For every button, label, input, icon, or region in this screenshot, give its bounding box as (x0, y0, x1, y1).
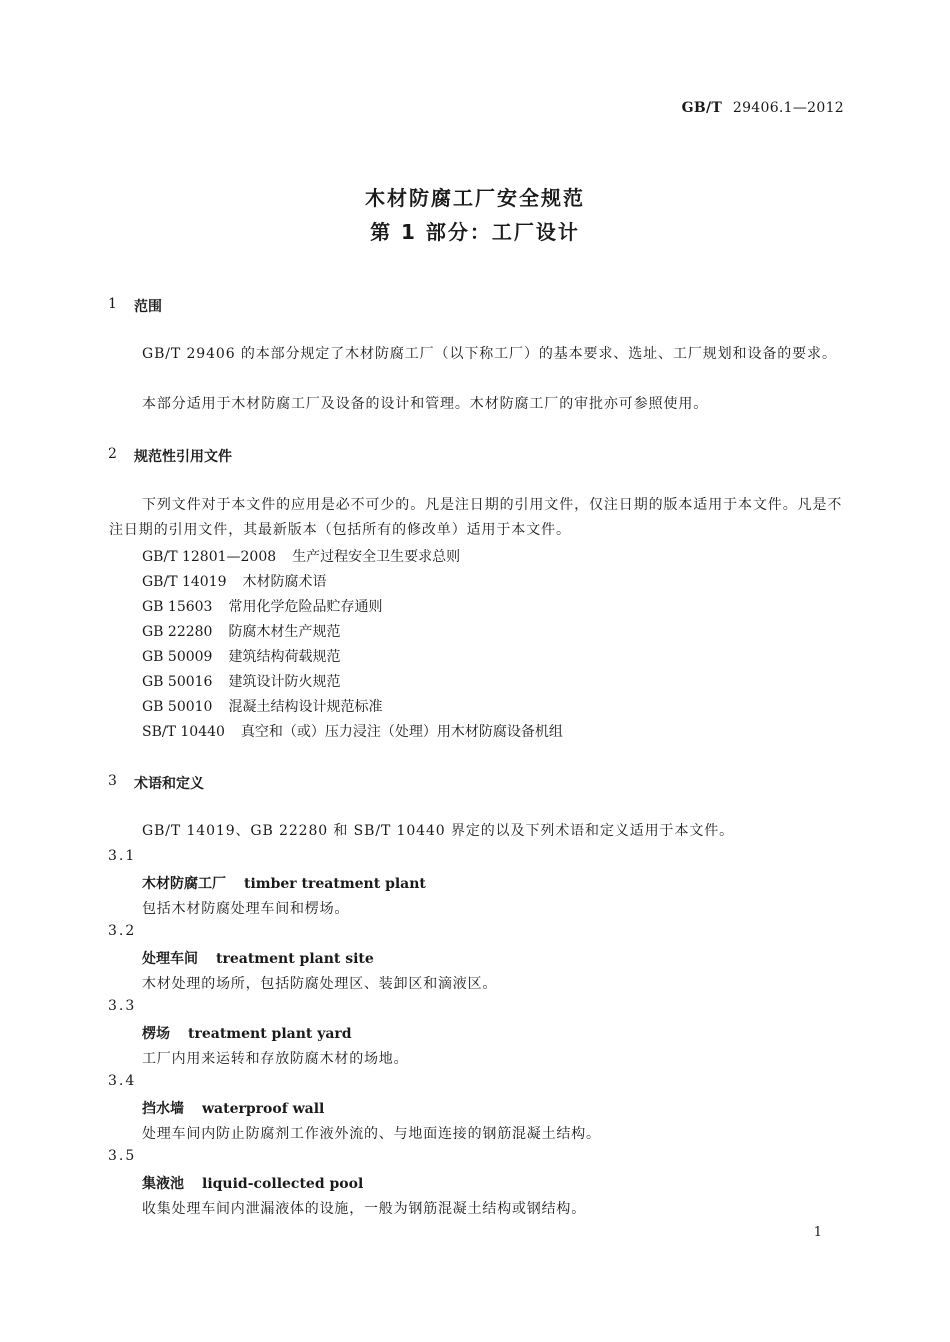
reference-item (142, 696, 382, 716)
section-2-number: 2 (108, 446, 117, 462)
term-heading (142, 1098, 324, 1118)
reference-title: 生产过程安全卫生要求总则 (292, 549, 461, 565)
reference-item (142, 721, 563, 741)
term-number: 3.3 (108, 998, 137, 1014)
section-1-heading: 范围 (134, 299, 162, 315)
term-heading (142, 1023, 352, 1043)
section-2-intro: 下列文件对于本文件的应用是必不可少的。凡是注日期的引用文件，仅注日期的版本适用于本文件。凡是不注日期的引用文件，其最新版本（包括所有的修改单）适用于本文件。 (109, 497, 843, 538)
term-number: 3.4 (108, 1073, 137, 1089)
term-definition: 木材处理的场所，包括防腐处理区、装卸区和滴液区。 (142, 976, 498, 992)
reference-item (142, 621, 340, 641)
reference-title: 真空和（或）压力浸注（处理）用木材防腐设备机组 (240, 724, 563, 740)
reference-title: 建筑结构荷载规范 (228, 649, 341, 665)
term-chinese: 楞场 (142, 1026, 170, 1042)
section-3-heading: 术语和定义 (134, 776, 204, 792)
term-chinese: 处理车间 (142, 951, 198, 967)
term-number: 3.1 (108, 848, 137, 864)
term-english: treatment plant yard (188, 1026, 352, 1042)
term-heading (142, 948, 374, 968)
term-definition: 工厂内用来运转和存放防腐木材的场地。 (142, 1051, 409, 1067)
term-chinese: 挡水墙 (142, 1101, 184, 1117)
document-title-line1: 木材防腐工厂安全规范 (365, 186, 585, 210)
reference-code: GB 22280 (142, 624, 213, 640)
section-2-heading: 规范性引用文件 (134, 449, 232, 465)
reference-code: GB/T 14019 (142, 574, 227, 590)
document-title-line2: 第 1 部分：工厂设计 (370, 220, 580, 244)
term-english: waterproof wall (202, 1101, 325, 1117)
term-chinese: 木材防腐工厂 (142, 876, 226, 892)
reference-code: GB 15603 (142, 599, 213, 615)
section-3-intro: GB/T 14019、GB 22280 和 SB/T 10440 界定的以及下列术语和定义适用于本文件。 (142, 823, 735, 839)
reference-code: GB 50009 (142, 649, 213, 665)
term-number: 3.2 (108, 923, 137, 939)
term-definition: 包括木材防腐处理车间和楞场。 (142, 901, 350, 917)
section-1-paragraph-1: GB/T 29406 的本部分规定了木材防腐工厂（以下称工厂）的基本要求、选址、工厂规划和设备的要求。 (142, 346, 837, 362)
reference-title: 防腐木材生产规范 (228, 624, 341, 640)
reference-code: GB 50010 (142, 699, 213, 715)
reference-item (142, 546, 460, 566)
reference-item (142, 646, 340, 666)
term-definition: 收集处理车间内泄漏液体的设施，一般为钢筋混凝土结构或钢结构。 (142, 1201, 586, 1217)
reference-item (142, 671, 340, 691)
term-heading (142, 1173, 363, 1193)
page-number: 1 (813, 1225, 822, 1240)
reference-title: 混凝土结构设计规范标准 (228, 699, 383, 715)
term-definition: 处理车间内防止防腐剂工作液外流的、与地面连接的钢筋混凝土结构。 (142, 1126, 601, 1142)
standard-identifier (682, 100, 844, 116)
reference-title: 建筑设计防火规范 (228, 674, 341, 690)
reference-code: SB/T 10440 (142, 724, 225, 740)
standard-number: 29406.1—2012 (732, 100, 844, 116)
section-3-number: 3 (108, 773, 117, 789)
term-english: liquid-collected pool (202, 1176, 364, 1192)
standard-prefix: GB/T (681, 100, 723, 116)
reference-item (142, 596, 382, 616)
section-1-number: 1 (108, 296, 117, 312)
reference-code: GB 50016 (142, 674, 213, 690)
term-english: treatment plant site (216, 951, 374, 967)
term-chinese: 集液池 (142, 1176, 184, 1192)
reference-code: GB/T 12801—2008 (142, 549, 277, 565)
reference-title: 常用化学危险品贮存通则 (228, 599, 383, 615)
section-1-paragraph-2: 本部分适用于木材防腐工厂及设备的设计和管理。木材防腐工厂的审批亦可参照使用。 (142, 396, 709, 412)
reference-item (142, 571, 327, 591)
term-number: 3.5 (108, 1148, 137, 1164)
term-heading (142, 873, 426, 893)
reference-title: 木材防腐术语 (242, 574, 327, 590)
term-english: timber treatment plant (244, 876, 426, 892)
